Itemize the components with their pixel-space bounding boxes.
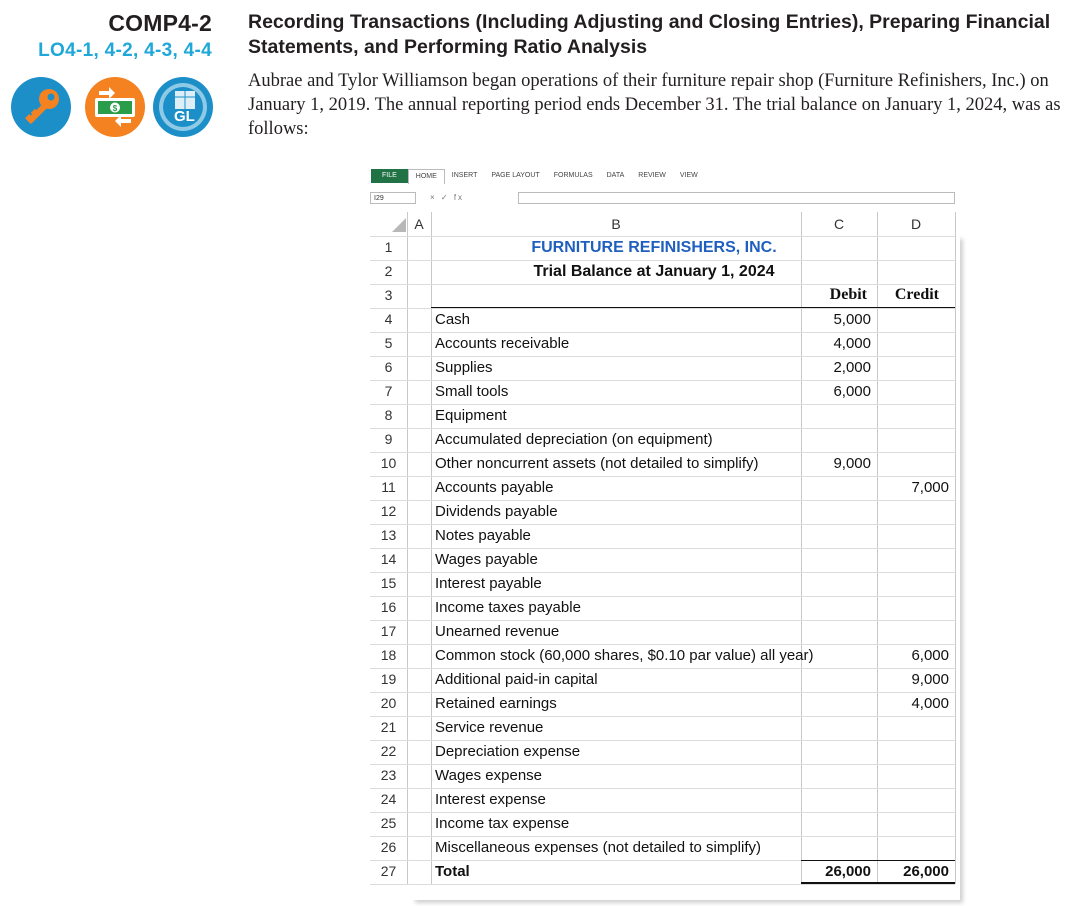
account-name-cell[interactable]: Retained earnings	[435, 695, 557, 712]
grid-hline	[370, 428, 955, 429]
credit-cell[interactable]: 4,000	[911, 695, 949, 712]
grid-hline	[370, 884, 955, 885]
formula-controls[interactable]: × ✓ fx	[430, 193, 465, 202]
grid-hline	[370, 308, 955, 309]
account-name-cell[interactable]: Accounts receivable	[435, 335, 570, 352]
account-name-cell[interactable]: Depreciation expense	[435, 743, 581, 760]
debit-cell[interactable]: 6,000	[833, 383, 871, 400]
grid-hline	[370, 476, 955, 477]
grid-hline	[370, 812, 955, 813]
name-box[interactable]: I29	[370, 192, 416, 204]
row-header[interactable]: 11	[381, 479, 396, 495]
row-header[interactable]: 13	[380, 527, 397, 543]
debit-cell[interactable]: 5,000	[833, 311, 871, 328]
account-name-cell[interactable]: Other noncurrent assets (not detailed to simplify)	[435, 455, 759, 472]
row-header[interactable]: 24	[380, 791, 397, 807]
row-header[interactable]: 9	[384, 431, 393, 447]
gl-icon-label: GL	[174, 108, 195, 125]
problem-title: Recording Transactions (Including Adjusting and Closing Entries), Preparing Financial Statements, and Performing Ratio Analysis	[248, 11, 1051, 58]
tab-data[interactable]: DATA	[606, 172, 625, 179]
row-header[interactable]: 27	[380, 863, 397, 879]
account-name-cell[interactable]: Unearned revenue	[435, 623, 560, 640]
row-header[interactable]: 1	[384, 239, 393, 255]
account-name-cell[interactable]: Additional paid-in capital	[435, 671, 598, 688]
row-header[interactable]: 6	[384, 359, 393, 375]
row-header[interactable]: 16	[380, 599, 397, 615]
credit-cell[interactable]: 7,000	[911, 479, 949, 496]
grid-hline	[370, 764, 955, 765]
formula-input[interactable]	[518, 192, 955, 204]
account-name-cell[interactable]: Interest expense	[435, 791, 546, 808]
tab-home[interactable]: HOME	[408, 169, 445, 184]
svg-text:$: $	[112, 104, 118, 113]
tab-file[interactable]: FILE	[371, 169, 408, 183]
grid-hline	[370, 332, 955, 333]
account-name-cell[interactable]: Supplies	[435, 359, 493, 376]
credit-header: Credit	[894, 286, 939, 303]
account-name-cell[interactable]: Wages expense	[435, 767, 543, 784]
trial-balance-subtitle: Trial Balance at January 1, 2024	[533, 263, 775, 280]
row-header[interactable]: 14	[380, 551, 397, 567]
row-header[interactable]: 18	[380, 647, 397, 663]
row-header[interactable]: 8	[384, 407, 393, 423]
debit-cell[interactable]: 26,000	[825, 863, 871, 880]
account-name-cell[interactable]: Miscellaneous expenses (not detailed to simplify)	[435, 839, 761, 856]
row-header[interactable]: 2	[384, 263, 393, 279]
header-rule	[431, 307, 955, 308]
debit-cell[interactable]: 9,000	[833, 455, 871, 472]
company-name: FURNITURE REFINISHERS, INC.	[531, 239, 777, 256]
grid-hline	[370, 356, 955, 357]
excel-spreadsheet	[365, 162, 955, 882]
grid-hline	[370, 644, 955, 645]
grid-hline	[370, 500, 955, 501]
tab-view[interactable]: VIEW	[679, 172, 698, 179]
account-name-cell[interactable]: Small tools	[435, 383, 509, 400]
account-name-cell[interactable]: Total	[435, 863, 470, 880]
problem-intro: Aubrae and Tylor Williamson began operations of their furniture repair shop (Furniture Refinishers, Inc.) on January 1, 2019. The annual reporting period ends December 31. The trial balance on January 1, 2024, was as follows:	[248, 71, 1061, 139]
grid-hline	[370, 596, 955, 597]
column-header-c[interactable]: C	[833, 216, 845, 232]
money-exchange-icon	[85, 77, 145, 137]
row-header[interactable]: 23	[380, 767, 397, 783]
grid-hline	[370, 788, 955, 789]
grid-hline	[370, 668, 955, 669]
account-name-cell[interactable]: Service revenue	[435, 719, 544, 736]
row-header[interactable]: 3	[384, 287, 393, 303]
column-header-d[interactable]: D	[910, 216, 922, 232]
grid-hline	[370, 236, 955, 237]
row-header[interactable]: 5	[384, 335, 393, 351]
row-header[interactable]: 4	[384, 311, 393, 327]
select-all-corner[interactable]	[392, 218, 406, 232]
row-header[interactable]: 22	[380, 743, 397, 759]
row-header[interactable]: 26	[380, 839, 397, 855]
account-name-cell[interactable]: Notes payable	[435, 527, 531, 544]
grid-hline	[370, 284, 955, 285]
gl-icon	[153, 77, 213, 137]
account-name-cell[interactable]: Equipment	[435, 407, 507, 424]
row-header[interactable]: 12	[380, 503, 397, 519]
column-header-a[interactable]: A	[414, 216, 424, 232]
account-name-cell[interactable]: Wages payable	[435, 551, 538, 568]
problem-code: COMP4-2	[108, 10, 212, 36]
row-header[interactable]: 17	[380, 623, 397, 639]
grid-hline	[370, 716, 955, 717]
grid-hline	[370, 548, 955, 549]
debit-header: Debit	[829, 286, 867, 303]
tab-insert[interactable]: INSERT	[451, 172, 478, 179]
grid-hline	[370, 260, 955, 261]
account-name-cell[interactable]: Accumulated depreciation (on equipment)	[435, 431, 713, 448]
credit-cell[interactable]: 26,000	[903, 863, 949, 880]
account-name-cell[interactable]: Common stock (60,000 shares, $0.10 par value) all year)	[435, 647, 814, 664]
grid-hline	[370, 572, 955, 573]
grid-hline	[370, 404, 955, 405]
account-name-cell[interactable]: Cash	[435, 311, 471, 328]
grid-hline	[370, 452, 955, 453]
row-header[interactable]: 7	[384, 383, 393, 399]
debit-cell[interactable]: 4,000	[833, 335, 871, 352]
row-header[interactable]: 15	[380, 575, 397, 591]
tab-formulas[interactable]: FORMULAS	[553, 172, 593, 179]
ribbon-tabs	[365, 168, 705, 184]
grid-hline	[370, 836, 955, 837]
total-rule	[801, 860, 955, 861]
grid-hline	[370, 740, 955, 741]
row-header[interactable]: 10	[380, 455, 397, 471]
column-header-b[interactable]: B	[611, 216, 621, 232]
formula-bar	[370, 192, 955, 206]
debit-cell[interactable]: 2,000	[833, 359, 871, 376]
grid-hline	[370, 524, 955, 525]
account-name-cell[interactable]: Income taxes payable	[435, 599, 581, 616]
account-name-cell[interactable]: Income tax expense	[435, 815, 570, 832]
grid-hline	[370, 380, 955, 381]
total-double-rule	[801, 882, 955, 884]
grid-hline	[370, 692, 955, 693]
grid-hline	[370, 620, 955, 621]
tab-review[interactable]: REVIEW	[638, 172, 666, 179]
account-name-cell[interactable]: Accounts payable	[435, 479, 554, 496]
grid-vline	[955, 212, 956, 884]
row-header[interactable]: 20	[380, 695, 397, 711]
problem-id-block	[38, 10, 212, 62]
account-name-cell[interactable]: Interest payable	[435, 575, 542, 592]
row-header[interactable]: 19	[380, 671, 397, 687]
feature-icons	[11, 77, 213, 137]
account-name-cell[interactable]: Dividends payable	[435, 503, 558, 520]
tab-page-layout[interactable]: PAGE LAYOUT	[491, 172, 540, 179]
credit-cell[interactable]: 9,000	[911, 671, 949, 688]
credit-cell[interactable]: 6,000	[911, 647, 949, 664]
learning-objectives: LO4-1, 4-2, 4-3, 4-4	[38, 40, 212, 61]
row-header[interactable]: 21	[380, 719, 397, 735]
key-icon	[11, 77, 71, 137]
row-header[interactable]: 25	[380, 815, 397, 831]
